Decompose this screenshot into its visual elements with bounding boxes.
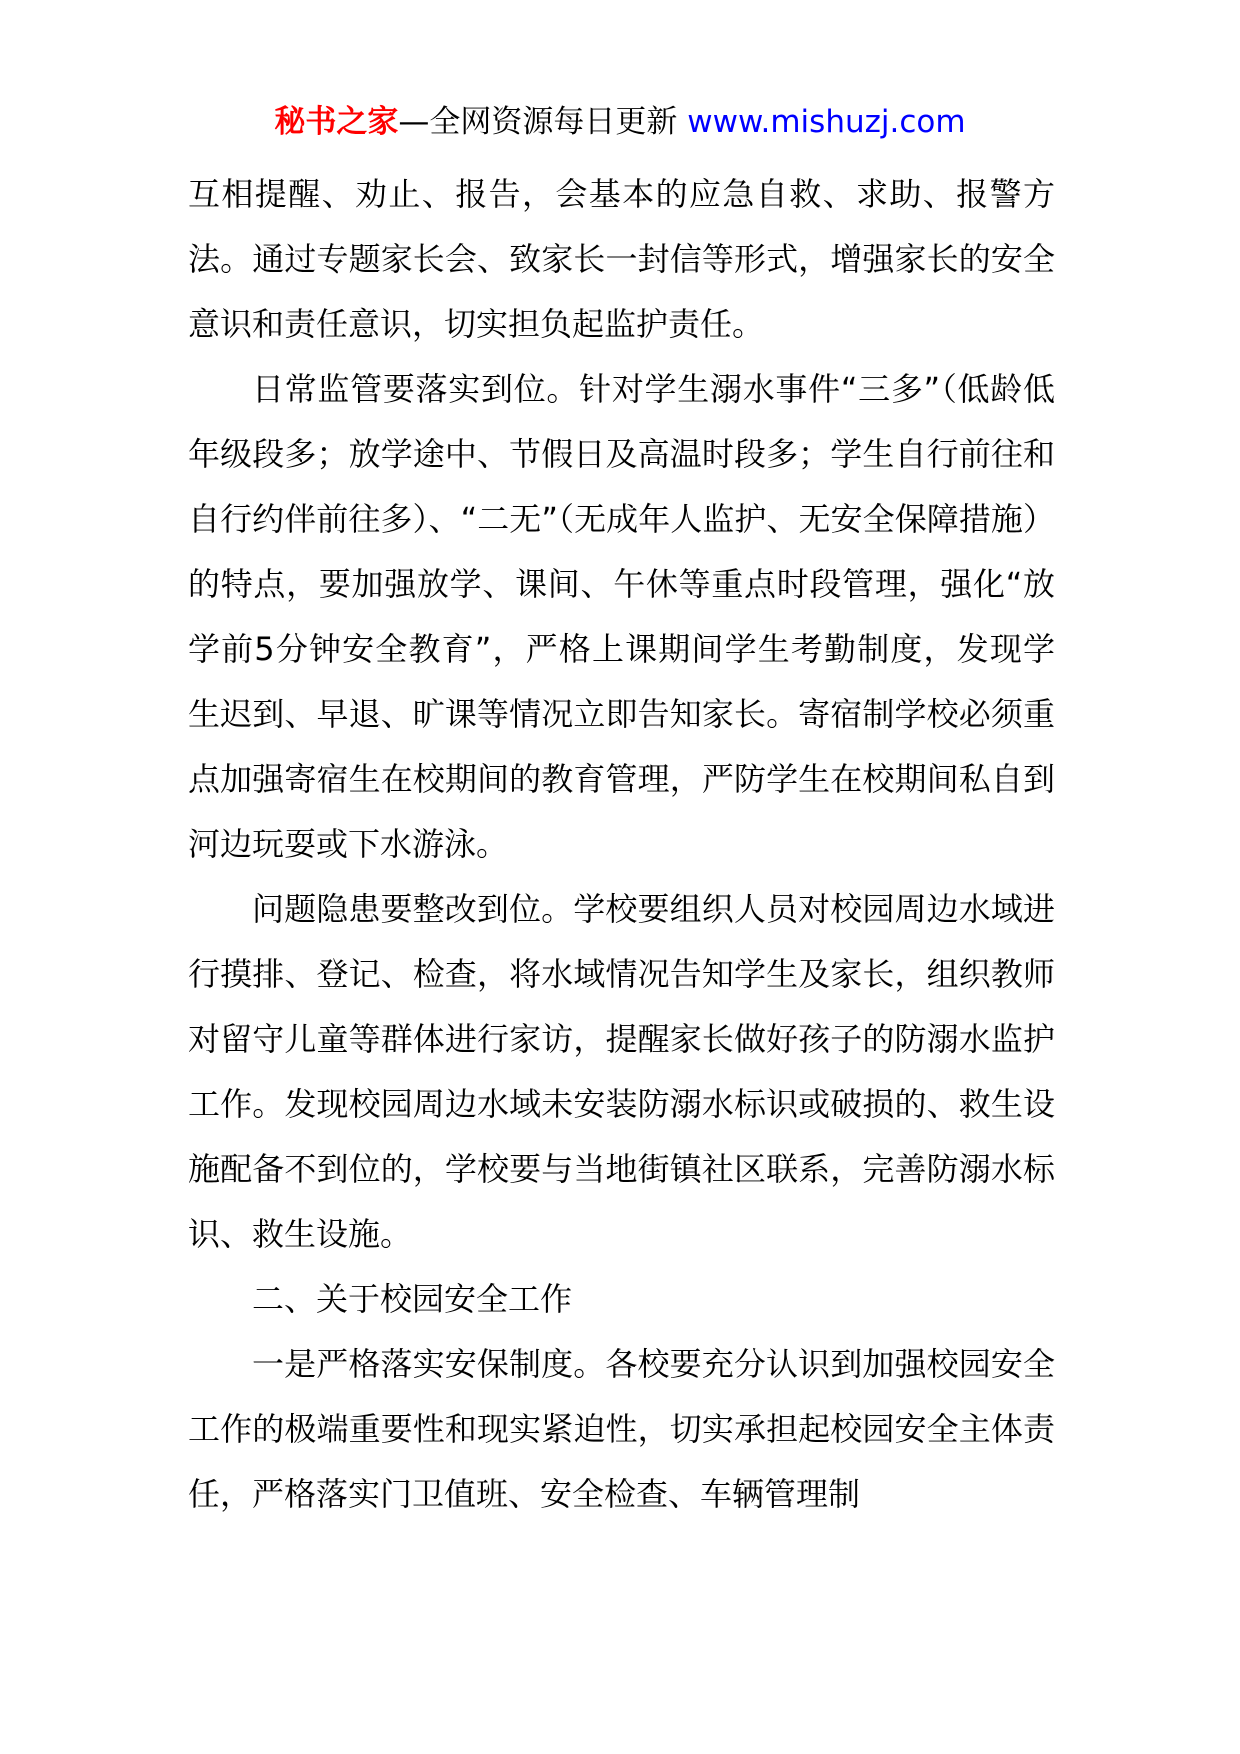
paragraph: 一是严格落实安保制度。各校要充分认识到加强校园安全工作的极端重要性和现实紧迫性，切实承担起校园安全主体责任，严格落实门卫值班、安全检查、车辆管理制 [188, 1345, 1055, 1513]
site-url-link[interactable]: www.mishuzj.com [687, 104, 966, 140]
paragraph: 互相提醒、劝止、报告，会基本的应急自救、求助、报警方法。通过专题家长会、致家长一封信等形式，增强家长的安全意识和责任意识，切实担负起监护责任。 [188, 175, 1055, 343]
paragraph: 日常监管要落实到位。针对学生溺水事件“三多”（低龄低年级段多；放学途中、节假日及高温时段多；学生自行前往和自行约伴前往多）、“二无”（无成年人监护、无安全保障措施）的特点，要加强放学、课间、午休等重点时段管理，强化“放学前5分钟安全教育”，严格上课期间学生考勤制度，发现学生迟到、早退、旷课等情况立即告知家长。寄宿制学校必须重点加强寄宿生在校期间的教育管理，严防学生在校期间私自到河边玩耍或下水游泳。 [188, 370, 1055, 863]
section-heading: 二、关于校园安全工作 [252, 1280, 573, 1318]
paragraph: 问题隐患要整改到位。学校要组织人员对校园周边水域进行摸排、登记、检查，将水域情况告知学生及家长，组织教师对留守儿童等群体进行家访，提醒家长做好孩子的防溺水监护工作。发现校园周边水域未安装防溺水标识或破损的、救生设施配备不到位的，学校要与当地街镇社区联系，完善防溺水标识、救生设施。 [188, 890, 1055, 1253]
document-body [188, 162, 1055, 1527]
header-tagline: —全网资源每日更新 [398, 104, 688, 140]
brand-name: 秘书之家 [274, 104, 399, 140]
site-header [0, 100, 1240, 144]
